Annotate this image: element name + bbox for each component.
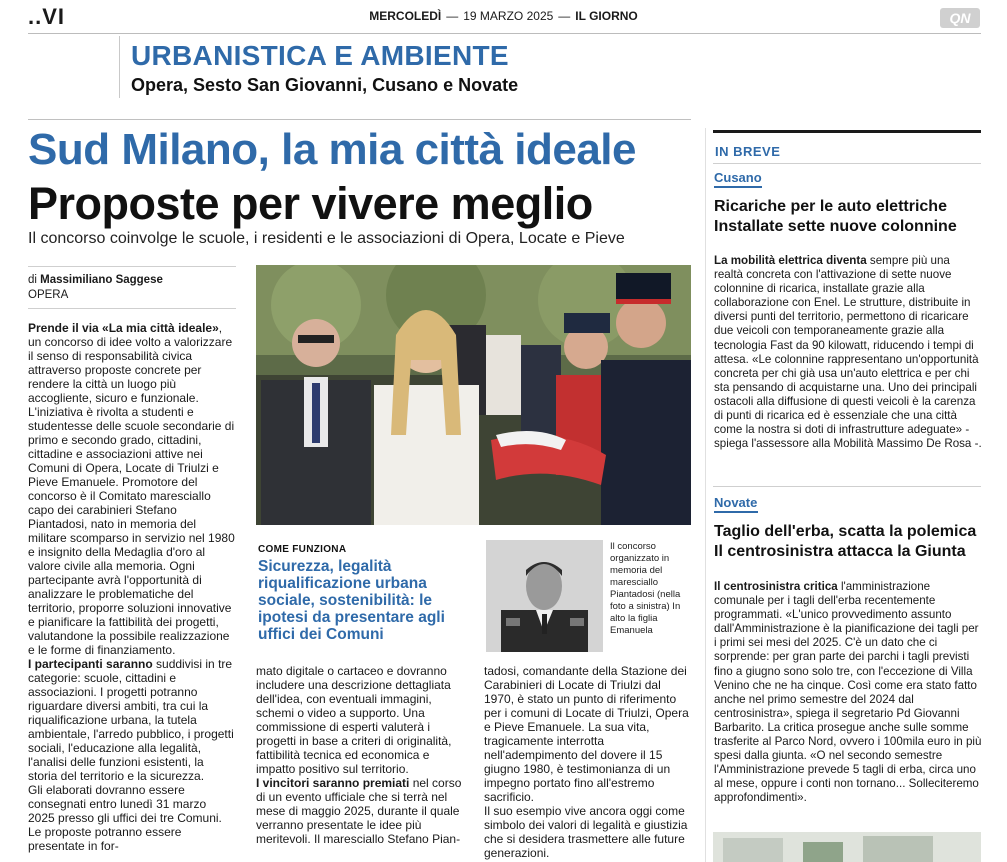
weekday: MERCOLEDÌ — [369, 9, 442, 23]
brief-text: l'amministrazione comunale per i tagli dell'erba recentemente programmati. «L'unico provvedimento assunto dall'Amministrazione è la pianificazione dei tagli per i primi sei mesi del 2025. C'è un dato che ci sorprende: per gran parte dei parchi i tagli previsti fino a giugno sono solo tre, con l'eccezione di Villa Venino che ne ha cinque. Così come era stato fatto anche nel primo semestre del 2024 dal centrosinistra», spiega il segretario Pd Giovanni Barbarito. La critica prosegue anche sulle somme trasferite al Parco Nord, ovvero i 100mila euro in più spesi dalla giunta. «O nel secondo semestre l'Amministrazione prevede 5 tagli di erba, circa uno al mese, oppure i conti non tornano... Solleciteremo approfondimenti». — [714, 580, 982, 805]
paragraph-text: suddivisi in tre categorie: scuole, cittadini e associazioni. I progetti potranno riguardare diversi ambiti, tra cui la riqualificazione urbana, la tutela ambientale, l'arredo pubblico, i progetti sociali, l'educazione alla legalità, l'analisi delle funzioni esistenti, la storia del territorio e la sicurezza. — [28, 657, 234, 783]
article-subheadline: Proposte per vivere meglio — [28, 178, 593, 229]
brief-body-novate — [714, 580, 982, 806]
paragraph — [28, 783, 236, 853]
main-photo — [256, 265, 691, 525]
paragraph-text: nel corso di un evento ufficiale che si terrà nel mese di maggio 2025, durante il quale verranno presentate le idee più meritevoli. Il maresciallo Stefano Pian- — [256, 776, 462, 846]
paragraph — [256, 776, 468, 846]
ceremony-photo-illustration — [256, 265, 691, 525]
portrait-illustration — [486, 540, 603, 652]
sidebar-divider — [705, 128, 706, 862]
section-subtitle: Opera, Sesto San Giovanni, Cusano e Novate — [131, 75, 519, 95]
paragraph-text: , un concorso di idee volto a valorizzare il senso di responsabilità civica attraverso proposte concrete per rendere la città un luogo più accogliente, sicuro e funzionale. L'iniziativa è rivolta a studenti e studentesse delle scuole secondarie di primo e secondo grado, cittadini, cittadine e associazioni attive nei Comuni di Opera, Locate di Triulzi e Pieve Emanuele. Promotore del concorso è il Comitato maresciallo capo dei carabinieri Stefano Piantadosi, nato in memoria del militare scomparso in servizio nel 1980 e insignito della Medaglia d'oro al valore civile alla memoria. Ogni partecipante avrà l'opportunità di analizzare le problematiche del territorio, proporre soluzioni innovative e pianificare la fattibilità dei progetti, valutandone la possibile realizzazione e le forme di finanziamento. — [28, 321, 235, 657]
section-divider — [119, 36, 120, 98]
qn-logo: QN — [940, 8, 980, 28]
paragraph — [28, 657, 236, 783]
paragraph-text: tadosi, comandante della Stazione dei Carabinieri di Locate di Triulzi dal 1970, è stato un punto di riferimento per i comuni di Locate di Triulzi, Opera e Pieve Emanuele. La sua vita, tragicamente interrotta nell'adempimento del dovere il 15 giugno 1980, è testimonianza di un impegno portato fino all'estremo sacrificio. — [484, 664, 689, 804]
header-rule — [28, 33, 981, 34]
thumbnail-illustration — [713, 832, 981, 862]
paragraph — [28, 321, 236, 657]
paragraph — [256, 664, 468, 776]
byline-rule-top — [28, 266, 236, 267]
issue-date: 19 MARZO 2025 — [463, 9, 554, 23]
page-header — [0, 0, 1007, 34]
brief-headline-novate: Taglio dell'erba, scatta la polemica Il centrosinistra attacca la Giunta — [714, 523, 977, 560]
author-name: Massimiliano Saggese — [40, 274, 163, 286]
byline — [28, 273, 163, 303]
brief-headline-cusano: Ricariche per le auto elettriche Installate sette nuove colonnine — [714, 198, 957, 235]
paragraph-text: mato digitale o cartaceo e dovranno includere una descrizione dettagliata dell'idea, con eventuali immagini, schemi o video a supporto. Una commissione di esperti valuterà i progetti in base a criteri di originalità, fattibilità tecnica ed economica e impatto positivo sul territorio. — [256, 664, 452, 776]
sidebar-top-bar — [713, 130, 981, 133]
sidebar-thumbnail-photo — [713, 832, 981, 862]
paragraph — [484, 804, 694, 860]
article-standfirst: Il concorso coinvolge le scuole, i residenti e le associazioni di Opera, Locate e Pieve — [28, 230, 625, 247]
byline-prefix: di — [28, 274, 37, 286]
brief-place-underline — [714, 511, 758, 513]
brief-divider — [713, 486, 981, 487]
paragraph-text: Il suo esempio vive ancora oggi come simbolo dei valori di legalità e giustizia che si desidera trasmettere alle future generazioni. — [484, 804, 688, 860]
paragraph-run-in: I partecipanti saranno — [28, 657, 153, 671]
brief-run-in: La mobilità elettrica diventa — [714, 254, 867, 267]
article-column-3 — [484, 664, 694, 860]
brief-place-novate: Novate — [714, 495, 758, 510]
box-headline: Sicurezza, legalità riqualificazione urbana sociale, sostenibilità: le ipotesi da presentare agli uffici dei Comuni — [258, 558, 445, 643]
paragraph-text: Gli elaborati dovranno essere consegnati entro lunedì 31 marzo 2025 presso gli uffici dei tre Comuni. Le proposte potranno essere presentate in for- — [28, 783, 222, 853]
brief-run-in: Il centrosinistra critica — [714, 580, 838, 593]
photo-caption: Il concorso organizzato in memoria del maresciallo Piantadosi (nella foto a sinistra) In alto la figlia Emanuela — [610, 541, 681, 636]
sidebar-label: IN BREVE — [715, 144, 781, 159]
article-column-1 — [28, 321, 236, 853]
dateline-location: OPERA — [28, 289, 69, 301]
section-title: URBANISTICA E AMBIENTE — [131, 40, 509, 71]
article-headline: Sud Milano, la mia città ideale — [28, 125, 636, 174]
paragraph — [484, 664, 694, 804]
brief-body-cusano — [714, 254, 982, 451]
sidebar-label-rule — [713, 163, 981, 164]
paragraph-run-in: I vincitori saranno premiati — [256, 776, 410, 790]
box-kicker: COME FUNZIONA — [258, 544, 347, 555]
brief-text: sempre più una realtà concreta con l'attivazione di sette nuove colonnine di ricarica, installate grazie alla collaborazione con Enel. Le strutture, distribuite in diversi punti del territorio, permettono di ricaricare due veicoli con temporaneamente grazie alla tecnologia Fast da 90 kilowatt, riducendo i tempi di attesa. «Le colonnine rappresentano un'opportunità concreta per chi già usa un'auto elettrica e per chi sta pensando di acquistarne una. Uno dei principali ostacoli alla diffusione di questi veicoli è la carenza di punti di ricarica ed è essenziale che una città come la nostra si doti di infrastrutture adeguate» - spiega l'assessore alla Mobilità Massimo De Rosa -. — [714, 254, 982, 451]
article-column-2 — [256, 664, 468, 846]
headline-rule — [28, 119, 691, 120]
brief-place-underline — [714, 186, 762, 188]
page-number: ..VI — [28, 4, 66, 29]
brief-place-cusano: Cusano — [714, 170, 762, 185]
date-line: MERCOLEDÌ — 19 MARZO 2025 — IL GIORNO — [369, 9, 638, 23]
newspaper-name: IL GIORNO — [575, 9, 638, 23]
portrait-photo — [486, 540, 603, 652]
byline-rule-bottom — [28, 308, 236, 309]
paragraph-run-in: Prende il via «La mia città ideale» — [28, 321, 219, 335]
